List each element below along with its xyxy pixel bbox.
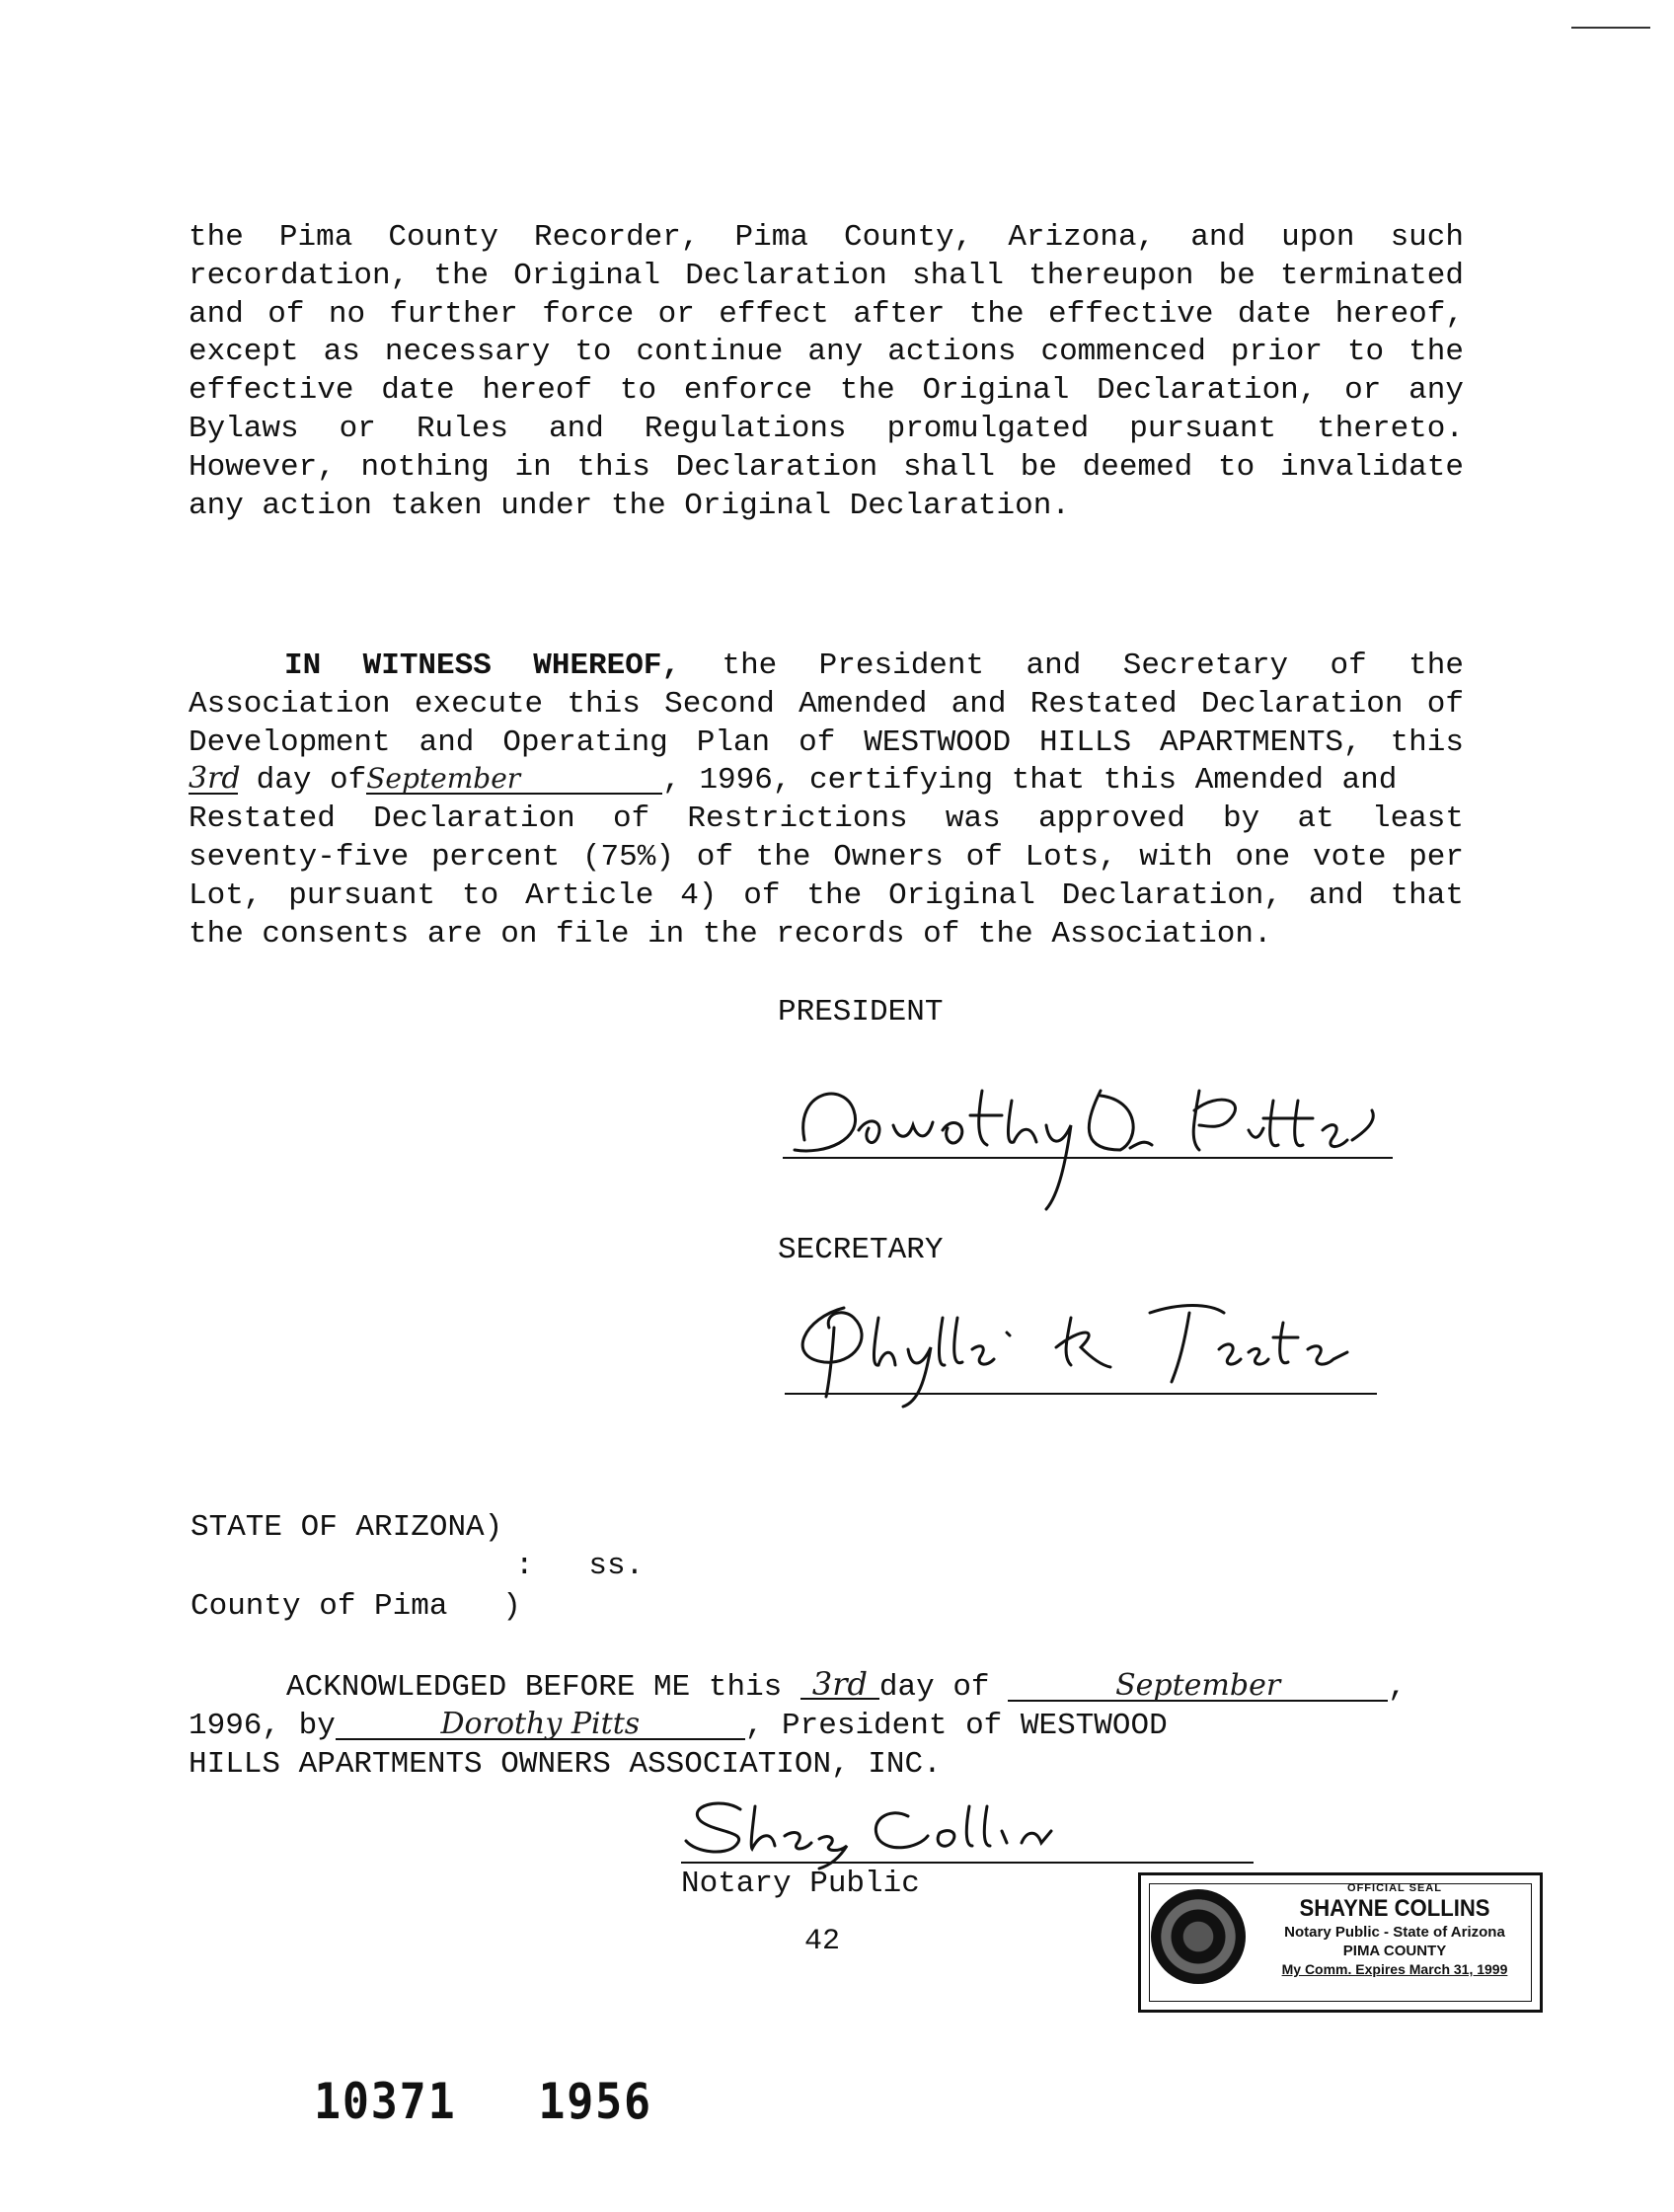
witness-line-1 [189,648,1464,686]
ack-line-2 [189,1707,1464,1745]
witness-line-4-rest: , 1996, certifying that this Amended and [662,763,1398,799]
witness-line-3: Development and Operating Plan of WESTWOOD HILLS APARTMENTS, this [189,725,1464,760]
ack-handwritten-name: Dorothy Pitts [336,1711,745,1740]
secretary-signature-line [785,1393,1377,1395]
witness-line-4 [189,762,1464,801]
secretary-label: SECRETARY [778,1233,944,1267]
venue-state: STATE OF ARIZONA) [190,1510,503,1545]
ack-line-3: HILLS APARTMENTS OWNERS ASSOCIATION, INC. [189,1747,942,1782]
ack-handwritten-day: 3rd [800,1670,879,1700]
seal-expires: My Comm. Expires March 31, 1999 [1281,1961,1508,1977]
witness-line-5: Restated Declaration of Restrictions was approved by at least [189,801,1464,837]
paragraph-line: Bylaws or Rules and Regulations promulgated pursuant thereto. [189,411,1464,446]
ack-comma: , [1388,1670,1407,1705]
ack-year-by: 1996, by [189,1709,336,1743]
day-of-text: day of [256,763,367,799]
witness-heading: IN WITNESS WHEREOF, [284,648,681,683]
witness-line-1-text: the President and Secretary of the [722,648,1464,683]
handwritten-month: September [366,765,662,795]
paragraph-line: except as necessary to continue any actions commenced prior to the [189,335,1464,370]
witness-line-2: Association execute this Second Amended and Restated Declaration of [189,686,1464,722]
secretary-signature [785,1288,1377,1407]
paragraph-line: effective date hereof to enforce the Original Declaration, or any [189,373,1464,409]
arizona-seal-emblem [1151,1889,1246,1984]
witness-paragraph [189,648,1464,953]
witness-line-6: seventy-five percent (75%) of the Owners of Lots, with one vote per [189,839,1464,875]
paragraph-line: recordation, the Original Declaration shall thereupon be terminated [189,258,1464,293]
termination-paragraph [189,219,1464,525]
seal-title: Notary Public - State of Arizona [1284,1924,1505,1941]
docket-number: 10371 [314,2073,457,2130]
seal-official: OFFICIAL SEAL [1347,1882,1442,1894]
docket-page: 1956 [538,2073,652,2130]
paragraph-line: and of no further force or effect after the effective date hereof, [189,296,1464,332]
handwritten-day: 3rd [189,761,241,797]
seal-text-block [1257,1881,1532,1978]
paragraph-line: However, nothing in this Declaration shall be deemed to invalidate [189,449,1464,485]
acknowledgment-paragraph [189,1665,1464,1784]
president-label: PRESIDENT [778,995,944,1030]
notary-seal [1138,1872,1543,2013]
venue-ss: : ss. [515,1549,645,1583]
corner-mark [1571,27,1650,29]
ack-handwritten-month: September [1008,1672,1388,1702]
notary-signature-line [681,1862,1254,1864]
seal-name: SHAYNE COLLINS [1299,1895,1490,1922]
page-number: 42 [804,1925,841,1958]
president-signature [785,1071,1397,1189]
venue-county: County of Pima ) [190,1589,521,1624]
notary-public-label: Notary Public [681,1867,920,1901]
ack-text-1: ACKNOWLEDGED BEFORE ME this [286,1670,783,1705]
notary-signature [681,1792,1254,1861]
seal-county: PIMA COUNTY [1342,1943,1447,1959]
paragraph-line: the Pima County Recorder, Pima County, Arizona, and upon such [189,220,1464,255]
paragraph-line: any action taken under the Original Declaration. [189,488,1070,523]
president-signature-line [783,1157,1393,1159]
ack-text-3: , President of WESTWOOD [744,1709,1168,1743]
ack-line-1 [189,1665,1464,1707]
witness-line-7: Lot, pursuant to Article 4) of the Original Declaration, and that [189,877,1464,913]
witness-line-8: the consents are on file in the records of the Association. [189,916,1272,952]
ack-text-2: day of [878,1670,990,1705]
recording-number [314,2073,652,2130]
